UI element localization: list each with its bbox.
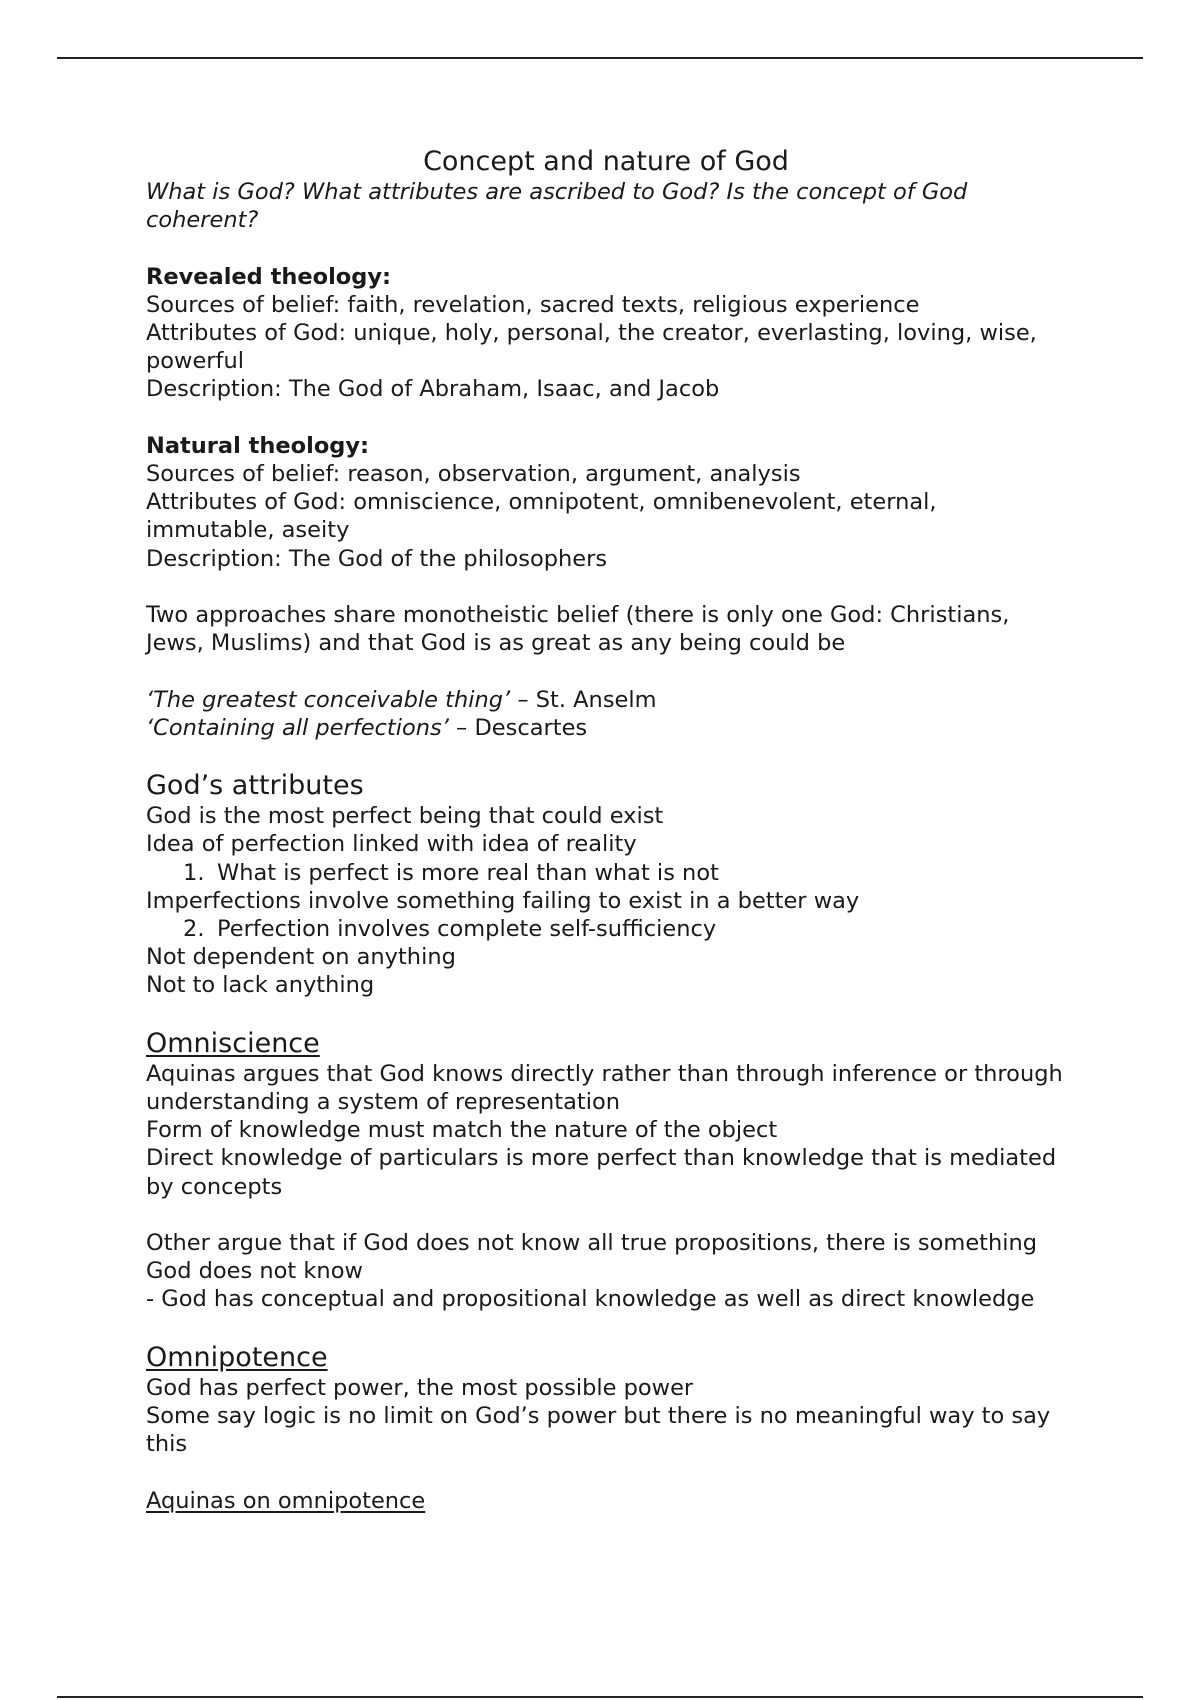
item-text: Perfection involves complete self-sufficiency — [217, 916, 717, 942]
omnipotence-paragraph: God has perfect power, the most possible power — [146, 1374, 694, 1401]
quote-author: – Descartes — [448, 714, 588, 741]
item-number: 1. — [183, 859, 205, 886]
intro-questions: What is God? What attributes are ascribed to God? Is the concept of God coherent? — [146, 179, 968, 234]
natural-description: Description: The God of the philosophers — [146, 545, 608, 572]
natural-sources: Sources of belief: reason, observation, argument, analysis — [146, 461, 801, 487]
quote-author: – St. Anselm — [510, 686, 657, 713]
document-page — [146, 146, 1066, 1515]
omnipotence-heading: Omnipotence — [146, 1341, 328, 1373]
document-title: Concept and nature of God — [423, 146, 789, 177]
omniscience-paragraph: Direct knowledge of particulars is more perfect than knowledge that is mediated by concepts — [146, 1145, 1057, 1200]
attributes-line: God is the most perfect being that could exist — [146, 803, 664, 830]
attributes-line: Idea of perfection linked with idea of reality — [146, 831, 637, 858]
bottom-rule — [57, 1696, 1143, 1698]
omniscience-paragraph: Other argue that if God does not know all true propositions, there is something God does not know — [146, 1230, 1038, 1285]
aquinas-subheading: Aquinas on omnipotence — [146, 1487, 426, 1514]
numbered-item — [146, 915, 1066, 943]
revealed-heading: Revealed theology: — [146, 263, 392, 290]
revealed-sources: Sources of belief: faith, revelation, sacred texts, religious experience — [146, 291, 920, 318]
natural-heading: Natural theology: — [146, 432, 370, 459]
omniscience-paragraph: Aquinas argues that God knows directly rather than through inference or through understanding a system of representation — [146, 1060, 1063, 1115]
natural-attributes: Attributes of God: omniscience, omnipotent, omnibenevolent, eternal, immutable, aseity — [146, 489, 937, 544]
item-number: 2. — [183, 916, 205, 942]
omnipotence-paragraph: Some say logic is no limit on God’s power but there is no meaningful way to say this — [146, 1403, 1051, 1458]
omniscience-paragraph: - God has conceptual and propositional knowledge as well as direct knowledge — [146, 1286, 1035, 1313]
quote-anselm — [146, 686, 1066, 714]
attributes-line: Not to lack anything — [146, 972, 375, 999]
omniscience-paragraph: Form of knowledge must match the nature of the object — [146, 1117, 778, 1144]
revealed-description: Description: The God of Abraham, Isaac, and Jacob — [146, 376, 720, 403]
quote-text: ‘Containing all perfections’ — [146, 714, 449, 741]
attributes-heading: God’s attributes — [146, 770, 364, 802]
attributes-line: Imperfections involve something failing to exist in a better way — [146, 887, 860, 914]
attributes-line: Not dependent on anything — [146, 944, 456, 971]
omniscience-heading: Omniscience — [146, 1027, 320, 1059]
quote-text: ‘The greatest conceivable thing’ — [146, 686, 511, 713]
quote-descartes — [146, 714, 1066, 742]
numbered-item — [146, 859, 1066, 887]
revealed-attributes: Attributes of God: unique, holy, personal, the creator, everlasting, loving, wise, powerful — [146, 320, 1037, 375]
monotheism-paragraph: Two approaches share monotheistic belief (there is only one God: Christians, Jews, Muslims) and that God is as great as any being could be — [146, 602, 1010, 657]
item-text: What is perfect is more real than what is not — [217, 859, 719, 886]
top-rule — [57, 57, 1143, 59]
